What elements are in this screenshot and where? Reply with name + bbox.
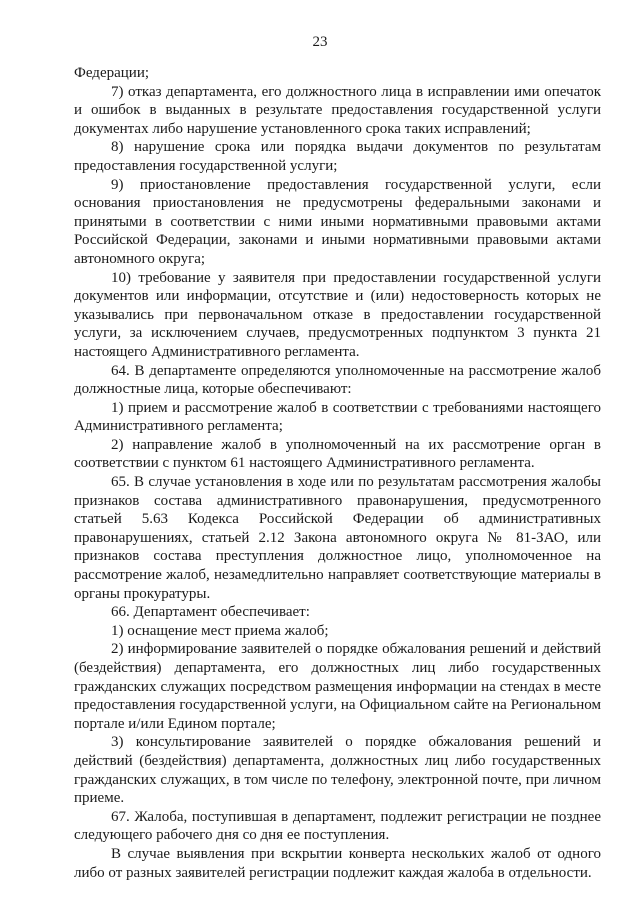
clause-66-item-1: 1) оснащение мест приема жалоб; [111, 622, 329, 639]
clause-64: 64. В департаменте определяются уполномоченные на рассмотрение жалоб должностные лица, которые обеспечивают: [74, 362, 601, 398]
list-item-10: 10) требование у заявителя при предоставлении государственной услуги документов или информации, отсутствие и (или) недостоверность которых не указывались при первоначальном отказе в предоставлении государственной услуги, за исключением случаев, предусмотренных подпунктом 3 пункта 21 настоящего Административного регламента. [74, 269, 601, 360]
clause-67-continuation: В случае выявления при вскрытии конверта нескольких жалоб от одного либо от разных заявителей регистрации подлежит каждая жалоба в отдельности. [74, 845, 601, 881]
list-item-9: 9) приостановление предоставления государственной услуги, если основания приостановления не предусмотрены федеральными законами и принятыми в соответствии с ними иными нормативными правовыми актами Российской Федерации, законами и иными нормативными правовыми актами автономного округа; [74, 176, 601, 267]
document-body [74, 64, 601, 882]
clause-65: 65. В случае установления в ходе или по результатам рассмотрения жалобы признаков состава административного правонарушения, предусмотренного статьей 5.63 Кодекса Российской Федерации об административных правонарушениях, статьей 2.12 Закона автономного округа № 81-ЗАО, или признаков состава преступления должностное лицо, уполномоченное на рассмотрение жалоб, незамедлительно направляет соответствующие материалы в органы прокуратуры. [74, 474, 601, 602]
clause-67: 67. Жалоба, поступившая в департамент, подлежит регистрации не позднее следующего рабочего дня со дня ее поступления. [74, 808, 601, 844]
clause-66-item-2: 2) информирование заявителей о порядке обжалования решений и действий (бездействия) департамента, его должностных лиц либо государственных гражданских служащих посредством размещения информации на стендах в месте предоставления государственной услуги, на Официальном сайте на Региональном портале и/или Едином портале; [74, 641, 601, 732]
list-item-8: 8) нарушение срока или порядка выдачи документов по результатам предоставления государственной услуги; [74, 139, 601, 174]
clause-64-item-2: 2) направление жалоб в уполномоченный на их рассмотрение орган в соответствии с пунктом 61 настоящего Административного регламента. [74, 436, 601, 472]
clause-66-item-3: 3) консультирование заявителей о порядке обжалования решений и действий (бездействия) департамента, должностных лиц либо государственных гражданских служащих, в том числе по телефону, электронной почте, при личном приеме. [74, 734, 601, 807]
page-number: 23 [312, 34, 328, 50]
list-item-7: 7) отказ департамента, его должностного лица в исправлении ими опечаток и ошибок в выданных в результате предоставления государственной услуги документах либо нарушение установленного срока таких исправлений; [74, 83, 601, 137]
paragraph-continuation: Федерации; [74, 65, 150, 81]
clause-66: 66. Департамент обеспечивает: [111, 604, 310, 621]
clause-64-item-1: 1) прием и рассмотрение жалоб в соответствии с требованиями настоящего Административного регламента; [74, 399, 601, 435]
